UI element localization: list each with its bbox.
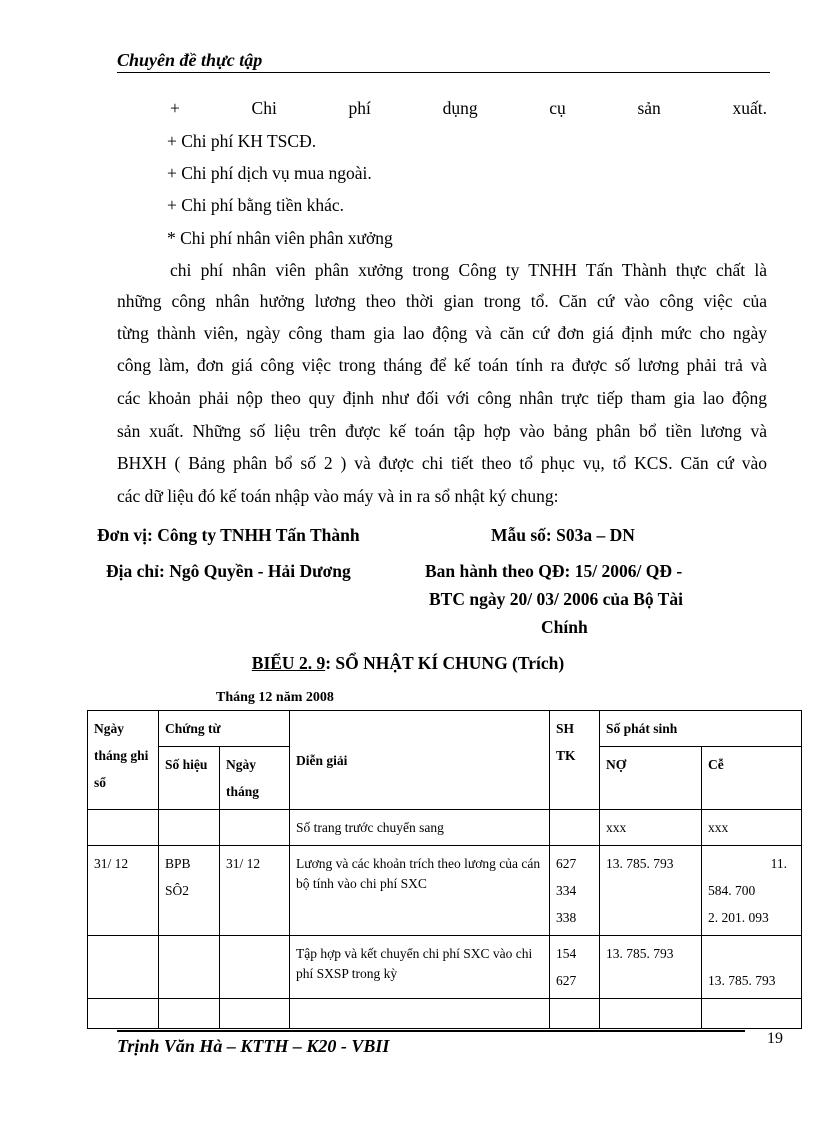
table-row xyxy=(88,846,802,936)
cell-credit xyxy=(702,936,802,999)
cell-debit: xxx xyxy=(600,810,702,846)
account-code: 627 xyxy=(556,973,577,988)
cell-accounts xyxy=(550,846,600,936)
address-label: Địa chỉ: Ngô Quyền - Hải Dương xyxy=(106,561,351,581)
list-item: + Chi phí dịch vụ mua ngoài. xyxy=(167,163,372,183)
issued-line: BTC ngày 20/ 03/ 2006 của Bộ Tài xyxy=(429,589,683,609)
issued-line: Ban hành theo QĐ: 15/ 2006/ QĐ - xyxy=(425,561,683,581)
paragraph-line: công làm, đơn giá công việc trong tháng để kế toán tính ra được số lương phải trả và xyxy=(117,355,767,375)
cell-date: 31/ 12 xyxy=(88,846,159,936)
table-title xyxy=(0,653,816,674)
header-account: SH TK xyxy=(550,711,600,810)
account-code: 334 xyxy=(556,883,577,898)
table-code: BIỂU 2. 9 xyxy=(251,653,326,673)
header-debit: NỢ xyxy=(600,747,702,810)
header-divider xyxy=(117,72,770,73)
cell-doc-date: 31/ 12 xyxy=(220,846,290,936)
cell-doc-number: BPB SÔ2 xyxy=(159,846,220,936)
header-arising: Số phát sinh xyxy=(600,711,802,747)
list-item: + Chi phí KH TSCĐ. xyxy=(167,131,317,151)
form-number: Mẫu số: S03a – DN xyxy=(491,525,635,545)
cell-description: Lương và các khoản trích theo lương của cán bộ tính vào chi phí SXC xyxy=(290,846,550,936)
journal-table xyxy=(87,710,802,1029)
cell-debit: 13. 785. 793 xyxy=(600,846,702,936)
paragraph-line: các dữ liệu đó kế toán nhập vào máy và in ra sổ nhật ký chung: xyxy=(117,486,559,506)
header-credit: Cễ xyxy=(702,747,802,810)
table-title-text: : SỔ NHẬT KÍ CHUNG (Trích) xyxy=(325,653,565,673)
credit-value: 13. 785. 793 xyxy=(708,973,776,988)
credit-value: 584. 700 xyxy=(708,883,756,898)
paragraph-line: BHXH ( Bảng phân bổ số 2 ) và được chi tiết theo tổ phục vụ, tổ KCS. Căn cứ vào xyxy=(117,453,767,473)
table-row xyxy=(88,810,802,846)
page-header-title: Chuyên đề thực tập xyxy=(117,50,263,70)
account-code: 154 xyxy=(556,946,577,961)
credit-value: 11. xyxy=(770,856,787,871)
month-label: Tháng 12 năm 2008 xyxy=(216,690,334,705)
header-date: Ngày tháng ghi sổ xyxy=(88,711,159,810)
account-code: 627 xyxy=(556,856,577,871)
footer-divider xyxy=(117,1030,745,1032)
account-code: 338 xyxy=(556,910,577,925)
table-header-row xyxy=(88,711,802,747)
table-row xyxy=(88,999,802,1029)
cell-credit xyxy=(702,846,802,936)
paragraph-line: các khoản phải nộp theo quy định như đối với công nhân trực tiếp tham gia lao động xyxy=(117,388,767,408)
header-doc-date: Ngày tháng xyxy=(220,747,290,810)
cell-description: Tập hợp và kết chuyển chi phí SXC vào chi phí SXSP trong kỳ xyxy=(290,936,550,999)
header-doc-number: Số hiệu xyxy=(159,747,220,810)
cell-description: Số trang trước chuyển sang xyxy=(290,810,550,846)
list-item: + Chi phí dụng cụ sản xuất. xyxy=(170,98,767,118)
paragraph-line: chi phí nhân viên phân xưởng trong Công ty TNHH Tấn Thành thực chất là xyxy=(170,260,767,280)
header-description: Diễn giải xyxy=(290,711,550,810)
table-row xyxy=(88,936,802,999)
unit-label: Đơn vị: Công ty TNHH Tấn Thành xyxy=(97,525,360,545)
paragraph-line: sản xuất. Những số liệu trên được kế toán tập hợp vào bảng phân bổ tiền lương và xyxy=(117,421,767,441)
page-number: 19 xyxy=(767,1030,783,1047)
cell-accounts xyxy=(550,936,600,999)
header-document: Chứng từ xyxy=(159,711,290,747)
credit-value: 2. 201. 093 xyxy=(708,910,769,925)
list-item: * Chi phí nhân viên phân xưởng xyxy=(167,228,393,248)
paragraph-line: những công nhân hưởng lương theo thời gian trong tổ. Căn cứ vào công việc của xyxy=(117,291,767,311)
cell-credit: xxx xyxy=(702,810,802,846)
footer-author: Trịnh Văn Hà – KTTH – K20 - VBII xyxy=(117,1036,390,1056)
list-item: + Chi phí bằng tiền khác. xyxy=(167,195,345,215)
issued-line: Chính xyxy=(541,617,588,637)
cell-debit: 13. 785. 793 xyxy=(600,936,702,999)
paragraph-line: từng thành viên, ngày công tham gia lao động và căn cứ đơn giá định mức cho ngày xyxy=(117,323,767,343)
